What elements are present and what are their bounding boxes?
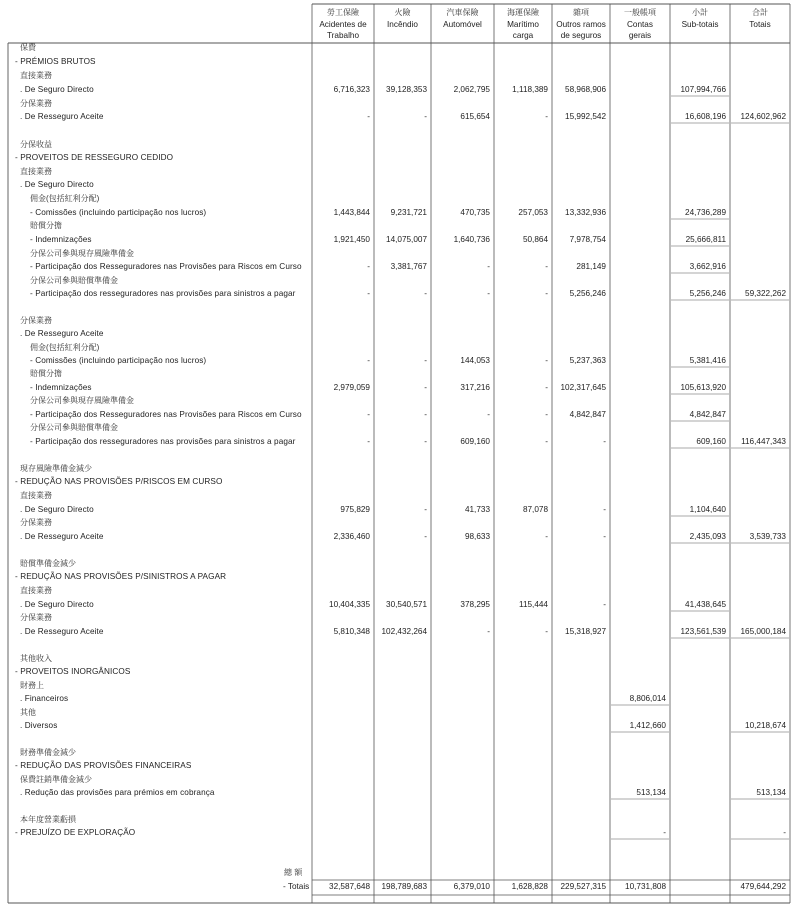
cell-gerais: 513,134: [636, 788, 666, 797]
cell-gerais: 8,806,014: [629, 694, 666, 703]
cell-outros: 5,237,363: [569, 356, 606, 365]
cell-automovel: 41,733: [464, 505, 490, 514]
row-label: - Participação dos Resseguradores nas Provisões para Riscos em Curso: [30, 262, 302, 271]
row-label: . De Resseguro Aceite: [20, 329, 104, 338]
row-label: - REDUÇÃO NAS PROVISÕES P/RISCOS EM CURSO: [15, 477, 223, 486]
column-header-pt: Outros ramos: [556, 19, 606, 29]
cell-acidentes: -: [367, 289, 370, 298]
cell-subtotais: 5,381,416: [689, 356, 726, 365]
row-label-zh: 分保業務: [20, 99, 52, 108]
cell-incendio: -: [424, 289, 427, 298]
cell-subtotais: 3,662,916: [689, 262, 726, 271]
column-header-gerais: [624, 7, 656, 42]
cell-outros: 5,256,246: [569, 289, 606, 298]
row-label-zh: 佣金(包括紅利分配): [30, 194, 100, 203]
row-label-zh: 直接業務: [20, 586, 52, 595]
column-header-zh: 海運保險: [507, 8, 539, 17]
total-acidentes: 32,587,648: [329, 882, 370, 891]
cell-acidentes: 2,979,059: [333, 383, 370, 392]
cell-automovel: 98,633: [464, 532, 490, 541]
row-label-zh: 分保業務: [20, 518, 52, 527]
cell-subtotais: 1,104,640: [689, 505, 726, 514]
cell-automovel: 317,216: [460, 383, 490, 392]
cell-maritimo: 50,864: [522, 235, 548, 244]
totals-label-zh: 總 額: [284, 868, 303, 877]
row-label-zh: 分保收益: [20, 140, 52, 149]
column-header-incendio: [387, 7, 418, 30]
column-header-automovel: [443, 7, 482, 30]
total-totais: 479,644,292: [740, 882, 786, 891]
row-label: - Participação dos resseguradores nas provisões para sinistros a pagar: [30, 289, 296, 298]
cell-acidentes: 6,716,323: [333, 85, 370, 94]
cell-maritimo: -: [545, 112, 548, 121]
cell-outros: 13,332,936: [565, 208, 606, 217]
cell-subtotais: 41,438,645: [685, 600, 726, 609]
cell-subtotais: 25,666,811: [685, 235, 726, 244]
row-label: . De Resseguro Aceite: [20, 532, 104, 541]
cell-incendio: -: [424, 383, 427, 392]
row-label: . Diversos: [20, 721, 58, 730]
cell-acidentes: 1,921,450: [333, 235, 370, 244]
row-label-zh: 直接業務: [20, 491, 52, 500]
totals-label: - Totais: [283, 882, 310, 891]
row-label: - Participação dos Resseguradores nas Provisões para Riscos em Curso: [30, 410, 302, 419]
cell-incendio: 39,128,353: [386, 85, 427, 94]
cell-subtotais: 24,736,289: [685, 208, 726, 217]
total-maritimo: 1,628,828: [511, 882, 548, 891]
total-outros: 229,527,315: [560, 882, 606, 891]
row-label: - PRÉMIOS BRUTOS: [15, 57, 96, 66]
row-label-zh: 直接業務: [20, 167, 52, 176]
row-label: . De Seguro Directo: [20, 505, 94, 514]
row-label: - REDUÇÃO NAS PROVISÕES P/SINISTROS A PAGAR: [15, 572, 227, 581]
cell-automovel: -: [487, 262, 490, 271]
cell-maritimo: 115,444: [519, 600, 548, 609]
cell-totais: 3,539,733: [749, 532, 786, 541]
column-header-acidentes: [319, 7, 366, 42]
row-label: . De Resseguro Aceite: [20, 112, 104, 121]
row-label: . De Seguro Directo: [20, 600, 94, 609]
cell-acidentes: -: [367, 112, 370, 121]
cell-outros: 281,149: [576, 262, 606, 271]
cell-acidentes: 5,810,348: [333, 627, 370, 636]
cell-automovel: -: [487, 410, 490, 419]
cell-automovel: 470,735: [460, 208, 490, 217]
column-header-zh: 火險: [394, 8, 411, 17]
cell-subtotais: 4,842,847: [689, 410, 726, 419]
cell-gerais: -: [663, 828, 666, 837]
row-label: - Indemnizações: [30, 383, 92, 392]
column-header-outros: [556, 7, 606, 42]
column-header-pt: Automóvel: [443, 19, 482, 29]
row-label-zh: 保費註銷準備金減少: [20, 775, 92, 784]
cell-incendio: -: [424, 356, 427, 365]
column-header-zh: 小計: [692, 8, 708, 17]
row-label: - REDUÇÃO DAS PROVISÕES FINANCEIRAS: [15, 761, 192, 770]
row-label-zh: 財務準備金減少: [20, 748, 76, 757]
cell-automovel: -: [487, 627, 490, 636]
cell-maritimo: -: [545, 437, 548, 446]
cell-subtotais: 123,561,539: [680, 627, 726, 636]
cell-totais: 10,218,674: [745, 721, 786, 730]
cell-outros: 15,318,927: [565, 627, 606, 636]
cell-incendio: 30,540,571: [386, 600, 427, 609]
row-label-zh: 分保業務: [20, 316, 52, 325]
row-label: . De Seguro Directo: [20, 85, 94, 94]
cell-totais: 59,322,262: [745, 289, 786, 298]
cell-incendio: -: [424, 410, 427, 419]
row-label: - PROVEITOS INORGÂNICOS: [15, 667, 131, 676]
cell-outros: -: [603, 532, 606, 541]
cell-outros: 15,992,542: [565, 112, 606, 121]
cell-acidentes: 1,443,844: [333, 208, 370, 217]
row-label-zh: 分保公司參與現存風險準備金: [30, 396, 134, 405]
total-automovel: 6,379,010: [453, 882, 490, 891]
cell-incendio: -: [424, 437, 427, 446]
cell-outros: 102,317,645: [560, 383, 606, 392]
column-header-pt: gerais: [628, 31, 652, 41]
row-label: . De Seguro Directo: [20, 180, 94, 189]
column-header-maritimo: [507, 7, 539, 42]
cell-maritimo: -: [545, 356, 548, 365]
cell-outros: -: [603, 505, 606, 514]
row-label-zh: 本年度營業虧損: [20, 815, 76, 824]
row-label: - Comissões (incluindo participação nos lucros): [30, 356, 207, 365]
column-header-pt: Marítimo: [507, 19, 539, 29]
row-label-zh: 直接業務: [20, 71, 52, 80]
row-label: - PREJUÍZO DE EXPLORAÇÃO: [15, 828, 136, 837]
row-label: . Financeiros: [20, 694, 69, 703]
row-label-zh: 財務上: [20, 681, 44, 690]
total-incendio: 198,789,683: [381, 882, 427, 891]
row-label: - Comissões (incluindo participação nos lucros): [30, 208, 207, 217]
total-gerais: 10,731,808: [625, 882, 666, 891]
row-label-zh: 分保公司參與賠償準備金: [30, 276, 118, 285]
cell-acidentes: 2,336,460: [333, 532, 370, 541]
cell-acidentes: -: [367, 262, 370, 271]
row-label-zh: 賠償準備金減少: [20, 559, 76, 568]
row-label-zh: 其他收入: [20, 654, 52, 663]
column-header-pt: Totais: [749, 19, 771, 29]
column-header-pt: Sub-totais: [681, 19, 719, 29]
cell-totais: -: [783, 828, 786, 837]
cell-acidentes: 10,404,335: [329, 600, 370, 609]
cell-incendio: 14,075,007: [386, 235, 427, 244]
column-header-pt: Contas: [627, 19, 653, 29]
cell-outros: -: [603, 600, 606, 609]
row-label-zh: 現存風險準備金減少: [20, 464, 92, 473]
cell-automovel: 615,654: [460, 112, 490, 121]
cell-maritimo: 87,078: [522, 505, 548, 514]
cell-acidentes: -: [367, 356, 370, 365]
cell-incendio: 9,231,721: [390, 208, 427, 217]
cell-subtotais: 5,256,246: [689, 289, 726, 298]
cell-maritimo: 257,053: [518, 208, 548, 217]
column-header-totais: [749, 7, 770, 30]
column-header-zh: 雜項: [573, 8, 589, 17]
cell-acidentes: -: [367, 410, 370, 419]
cell-automovel: 2,062,795: [453, 85, 490, 94]
cell-incendio: -: [424, 532, 427, 541]
cell-incendio: 102,432,264: [381, 627, 427, 636]
cell-subtotais: 609,160: [696, 437, 726, 446]
cell-subtotais: 107,994,766: [680, 85, 726, 94]
cell-totais: 124,602,962: [740, 112, 786, 121]
cell-totais: 116,447,343: [741, 437, 786, 446]
cell-gerais: 1,412,660: [629, 721, 666, 730]
cell-automovel: 609,160: [460, 437, 490, 446]
cell-subtotais: 105,613,920: [680, 383, 726, 392]
row-label: . Redução das provisões para prémios em cobrança: [20, 788, 215, 797]
cell-automovel: -: [487, 289, 490, 298]
cell-totais: 165,000,184: [740, 627, 786, 636]
cell-outros: -: [603, 437, 606, 446]
row-label-zh: 賠償分擔: [30, 369, 62, 378]
column-header-pt: Trabalho: [326, 31, 359, 41]
column-header-subtotais: [682, 7, 719, 30]
cell-outros: 58,968,906: [565, 85, 606, 94]
column-header-zh: 汽車保險: [446, 8, 479, 17]
cell-maritimo: -: [545, 383, 548, 392]
cell-incendio: -: [424, 505, 427, 514]
cell-outros: 7,978,754: [569, 235, 606, 244]
cell-maritimo: -: [545, 410, 548, 419]
row-label: . De Resseguro Aceite: [20, 627, 104, 636]
row-label-zh: 分保公司參與現存風險準備金: [30, 249, 134, 258]
row-label: - PROVEITOS DE RESSEGURO CEDIDO: [15, 153, 174, 162]
cell-acidentes: 975,829: [340, 505, 370, 514]
cell-maritimo: -: [545, 627, 548, 636]
column-header-pt: Acidentes de: [319, 19, 367, 29]
column-header-zh: 合計: [751, 8, 768, 17]
cell-maritimo: 1,118,389: [512, 85, 548, 94]
column-header-zh: 勞工保險: [327, 8, 359, 17]
cell-subtotais: 2,435,093: [689, 532, 726, 541]
row-label-zh: 佣金(包括紅利分配): [30, 343, 100, 352]
cell-automovel: 378,295: [460, 600, 490, 609]
row-label: - Participação dos resseguradores nas provisões para sinistros a pagar: [30, 437, 296, 446]
row-label-zh: 其他: [20, 708, 36, 717]
cell-acidentes: -: [367, 437, 370, 446]
cell-maritimo: -: [545, 532, 548, 541]
cell-totais: 513,134: [756, 788, 786, 797]
cell-incendio: 3,381,767: [390, 262, 427, 271]
row-label-zh: 分保業務: [20, 613, 52, 622]
cell-incendio: -: [424, 112, 427, 121]
cell-subtotais: 16,608,196: [685, 112, 726, 121]
cell-outros: 4,842,847: [569, 410, 606, 419]
column-header-pt: Incêndio: [387, 19, 418, 29]
row-label-zh: 賠償分擔: [30, 221, 62, 230]
column-header-pt: carga: [512, 31, 534, 41]
column-header-zh: 一般帳項: [624, 8, 656, 17]
row-label-zh: 保費: [20, 43, 36, 52]
row-label-zh: 分保公司參與賠償準備金: [30, 423, 118, 432]
row-label: - Indemnizações: [30, 235, 92, 244]
column-header-pt: de seguros: [560, 31, 602, 41]
cell-maritimo: -: [545, 289, 548, 298]
cell-automovel: 1,640,736: [453, 235, 490, 244]
cell-maritimo: -: [545, 262, 548, 271]
cell-automovel: 144,053: [460, 356, 490, 365]
